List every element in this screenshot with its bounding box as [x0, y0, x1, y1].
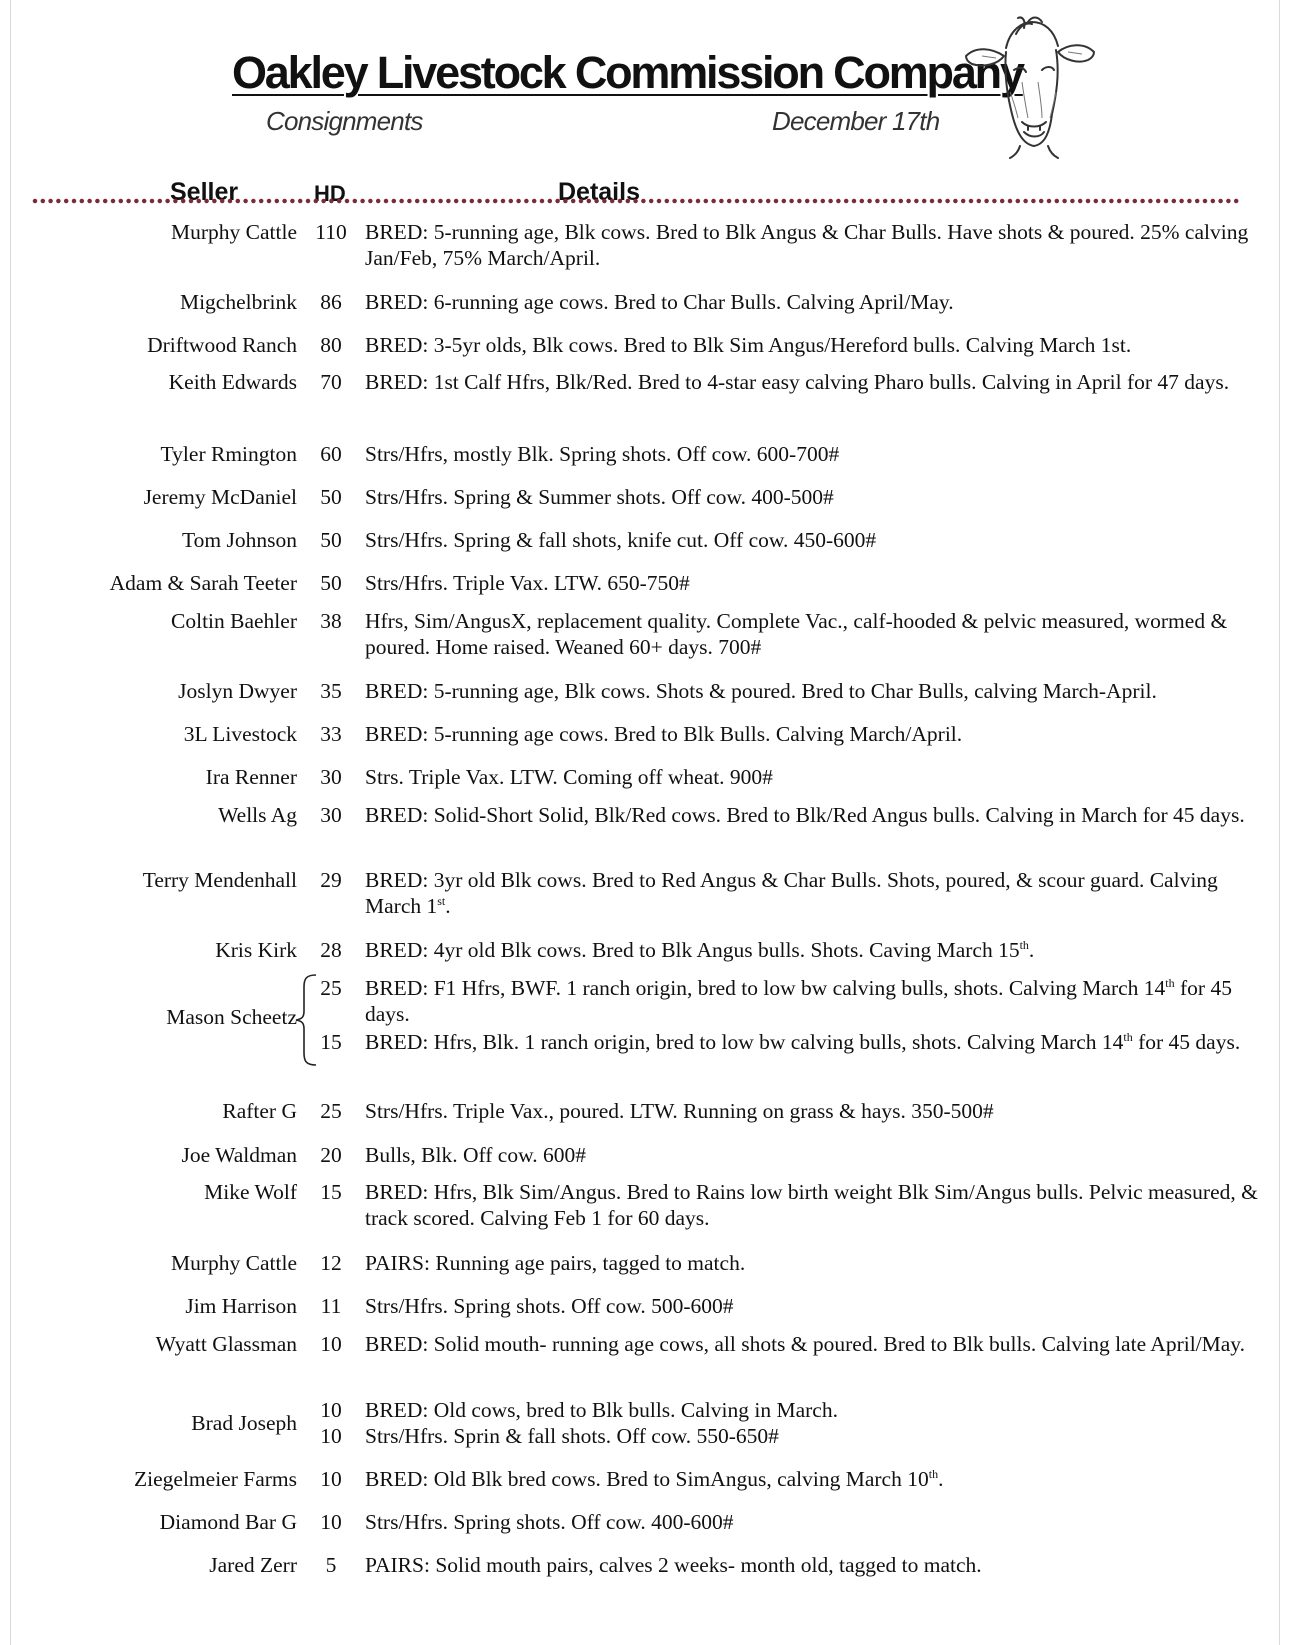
lot-details: BRED: Solid mouth- running age cows, all shots & poured. Bred to Blk bulls. Calving late April/May.: [365, 1332, 1246, 1356]
ordinal-suffix: th: [1123, 1029, 1133, 1044]
column-header-seller: Seller: [170, 178, 239, 206]
seller-name: Wyatt Glassman: [155, 1332, 297, 1356]
lot-details: Strs/Hfrs. Sprin & fall shots. Off cow. 550-650#: [365, 1424, 779, 1448]
cow-head-icon: [962, 12, 1098, 160]
head-count: 50: [320, 571, 342, 595]
lot-details: Strs/Hfrs. Spring & Summer shots. Off cow. 400-500#: [365, 485, 834, 509]
lot-details-text: BRED: 3yr old Blk cows. Bred to Red Angus & Char Bulls. Shots, poured, & scour guard. Calving March 1: [365, 868, 1218, 918]
head-count: 10: [320, 1424, 342, 1448]
head-count: 80: [320, 333, 342, 357]
lot-details-text: BRED: F1 Hfrs, BWF. 1 ranch origin, bred to low bw calving bulls, shots. Calving March 14: [365, 976, 1166, 1000]
seller-name: Mason Scheetz: [166, 1005, 297, 1029]
seller-name: Driftwood Ranch: [147, 333, 297, 357]
lot-details: BRED: Solid-Short Solid, Blk/Red cows. Bred to Blk/Red Angus bulls. Calving in March for 45 days.: [365, 803, 1245, 827]
subtitle-consignments: Consignments: [266, 106, 423, 136]
column-header-details: Details: [558, 178, 640, 206]
seller-name: Wells Ag: [218, 803, 297, 827]
head-count: 28: [320, 938, 342, 962]
ordinal-suffix: th: [1165, 975, 1175, 990]
company-title: Oakley Livestock Commission Company: [232, 47, 1023, 98]
lot-details: Strs/Hfrs. Triple Vax. LTW. 650-750#: [365, 571, 690, 595]
seller-name: Diamond Bar G: [159, 1510, 297, 1534]
head-count: 110: [315, 220, 347, 244]
lot-details: PAIRS: Running age pairs, tagged to match.: [365, 1251, 746, 1275]
head-count: 10: [320, 1467, 342, 1491]
lot-details: BRED: 1st Calf Hfrs, Blk/Red. Bred to 4-star easy calving Pharo bulls. Calving in April for 47 days.: [365, 370, 1230, 394]
seller-name: Tom Johnson: [182, 528, 297, 552]
lot-details: Strs/Hfrs, mostly Blk. Spring shots. Off cow. 600-700#: [365, 442, 840, 466]
head-count: 25: [320, 976, 342, 1000]
head-count: 35: [320, 679, 342, 703]
seller-name: Migchelbrink: [179, 290, 297, 314]
lot-details-tail: .: [938, 1467, 944, 1491]
lot-details: BRED: Hfrs, Blk Sim/Angus. Bred to Rains low birth weight Blk Sim/Angus bulls. Pelvic measured, & track scored. Calving Feb 1 for 60 days.: [365, 1180, 1258, 1230]
ordinal-suffix: th: [928, 1466, 939, 1481]
lot-details: [365, 937, 1265, 963]
seller-name: Kris Kirk: [215, 938, 297, 962]
lot-details: Strs. Triple Vax. LTW. Coming off wheat. 900#: [365, 765, 773, 789]
seller-name: Tyler Rmington: [160, 442, 297, 466]
sale-date: December 17th: [772, 106, 940, 136]
head-count: 70: [320, 370, 342, 394]
seller-name: Keith Edwards: [168, 370, 297, 394]
lot-details: BRED: 6-running age cows. Bred to Char Bulls. Calving April/May.: [365, 290, 954, 314]
head-count: 15: [320, 1180, 342, 1204]
lot-details-tail: .: [445, 894, 451, 918]
head-count: 25: [320, 1099, 342, 1123]
seller-name: Jim Harrison: [185, 1294, 297, 1318]
seller-name: Joslyn Dwyer: [178, 679, 297, 703]
head-count: 10: [320, 1332, 342, 1356]
head-count: 11: [320, 1294, 342, 1318]
head-count: 29: [320, 868, 342, 892]
dotted-header-rule: [32, 196, 1242, 206]
seller-name: Rafter G: [222, 1099, 297, 1123]
lot-details-text: BRED: Hfrs, Blk. 1 ranch origin, bred to low bw calving bulls, shots. Calving March 14: [365, 1030, 1124, 1054]
seller-name: Jeremy McDaniel: [143, 485, 297, 509]
head-count: 86: [320, 290, 342, 314]
seller-name: Mike Wolf: [204, 1180, 297, 1204]
lot-details: [365, 867, 1265, 919]
lot-details: Hfrs, Sim/AngusX, replacement quality. Complete Vac., calf-hooded & pelvic measured, wormed & poured. Home raised. Weaned 60+ days. 700#: [365, 609, 1228, 659]
lot-details: Strs/Hfrs. Spring & fall shots, knife cut. Off cow. 450-600#: [365, 528, 877, 552]
lot-details-tail: .: [1028, 938, 1035, 962]
head-count: 30: [320, 765, 342, 789]
seller-name: Joe Waldman: [181, 1143, 297, 1167]
lot-details: [365, 975, 1265, 1027]
seller-name: Brad Joseph: [191, 1411, 297, 1435]
head-count: 50: [320, 528, 342, 552]
lot-details: BRED: 5-running age, Blk cows. Shots & poured. Bred to Char Bulls, calving March-April.: [365, 679, 1157, 703]
lot-details-text: BRED: Old Blk bred cows. Bred to SimAngus, calving March 10: [365, 1467, 929, 1491]
lot-details-tail: for 45 days.: [365, 976, 1232, 1026]
head-count: 38: [320, 609, 342, 633]
seller-name: Ira Renner: [205, 765, 297, 789]
lot-details: BRED: Old cows, bred to Blk bulls. Calving in March.: [365, 1398, 838, 1422]
lot-details: [365, 1029, 1265, 1055]
head-count: 15: [320, 1030, 342, 1054]
seller-name: Murphy Cattle: [171, 1251, 297, 1275]
lot-details: Strs/Hfrs. Spring shots. Off cow. 400-600#: [365, 1510, 734, 1534]
seller-name: Murphy Cattle: [171, 220, 297, 244]
ordinal-suffix: st: [437, 893, 446, 908]
head-count: 60: [320, 442, 342, 466]
lot-details: BRED: 5-running age cows. Bred to Blk Bulls. Calving March/April.: [365, 722, 963, 746]
head-count: 10: [320, 1398, 342, 1422]
column-header-hd: HD: [314, 181, 346, 206]
lot-details: Strs/Hfrs. Triple Vax., poured. LTW. Running on grass & hays. 350-500#: [365, 1099, 994, 1123]
seller-name: Jared Zerr: [209, 1553, 297, 1577]
seller-name: Ziegelmeier Farms: [134, 1467, 297, 1491]
seller-name: 3L Livestock: [183, 722, 297, 746]
head-count: 20: [320, 1143, 342, 1167]
lot-details: BRED: 3-5yr olds, Blk cows. Bred to Blk Sim Angus/Hereford bulls. Calving March 1st.: [365, 333, 1132, 357]
page-edge-right: [1279, 0, 1280, 1645]
seller-name: Terry Mendenhall: [142, 868, 297, 892]
seller-name: Adam & Sarah Teeter: [109, 571, 297, 595]
lot-details-tail: for 45 days.: [1132, 1030, 1241, 1054]
page-edge-left: [10, 0, 11, 1645]
head-count: 5: [325, 1553, 337, 1577]
head-count: 50: [320, 485, 342, 509]
lot-details: [365, 1466, 1265, 1492]
seller-name: Coltin Baehler: [171, 609, 297, 633]
head-count: 12: [320, 1251, 342, 1275]
ordinal-suffix: th: [1019, 937, 1029, 952]
head-count: 30: [320, 803, 342, 827]
head-count: 10: [320, 1510, 342, 1534]
lot-details: BRED: 5-running age, Blk cows. Bred to Blk Angus & Char Bulls. Have shots & poured. 25% calving Jan/Feb, 75% March/April.: [365, 220, 1249, 270]
lot-details: Strs/Hfrs. Spring shots. Off cow. 500-600#: [365, 1294, 734, 1318]
lot-details-text: BRED: 4yr old Blk cows. Bred to Blk Angus bulls. Shots. Caving March 15: [365, 938, 1020, 962]
lot-details: PAIRS: Solid mouth pairs, calves 2 weeks- month old, tagged to match.: [365, 1553, 982, 1577]
head-count: 33: [320, 722, 342, 746]
lot-details: Bulls, Blk. Off cow. 600#: [365, 1143, 586, 1167]
